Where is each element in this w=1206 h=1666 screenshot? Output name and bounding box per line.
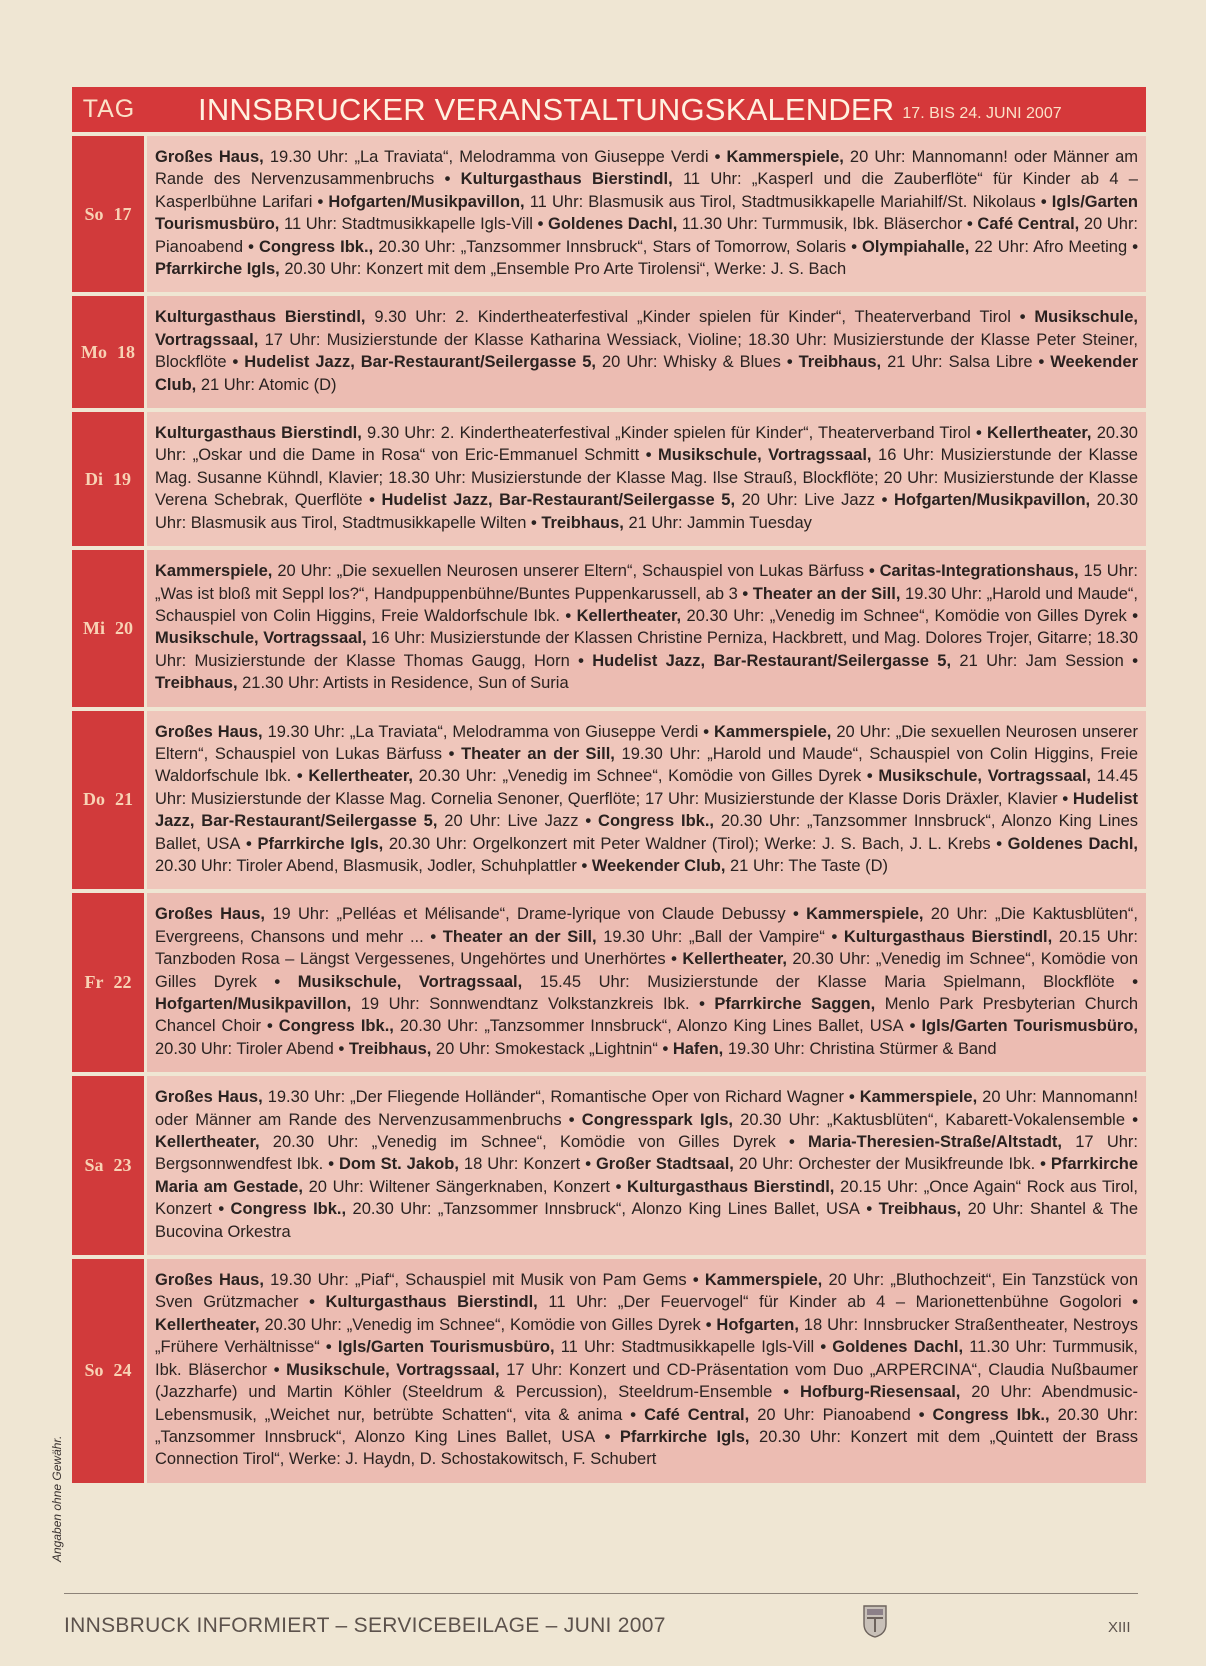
event-details: 21 Uhr: Jammin Tuesday [623,513,812,532]
event-venue: Musikschule, Vortragssaal, [878,767,1092,786]
bullet-separator: • [700,1315,717,1334]
bullet-separator: • [846,237,863,256]
event-details: 20 Uhr: „Die sexuellen Neurosen unserer Eltern“, Schauspiel von Lukas Bärfuss [155,722,1138,763]
event-details: 20 Uhr: Whisky & Blues [596,353,781,372]
event-venue: Treibhaus, [155,674,238,693]
bullet-separator: • [423,927,443,946]
bullet-separator: • [903,1017,922,1036]
tag-label: TAG [82,95,136,123]
footer-text: INNSBRUCK INFORMIERT – SERVICEBEILAGE – JUNI 2007 [64,1614,666,1637]
day-name: So [84,203,104,224]
day-events [147,136,1146,292]
event-details: 19.30 Uhr: „Der Fliegende Holländer“, Romantische Oper von Richard Wagner [262,1088,844,1107]
bullet-separator: • [362,491,382,510]
event-venue: Weekender Club, [591,856,726,875]
day-events [147,893,1146,1072]
disclaimer-note: Angaben ohne Gewähr. [50,1435,64,1562]
bullet-separator: • [1035,192,1052,211]
event-venue: Kellertheater, [682,950,787,969]
day-row [72,889,1146,1072]
bullet-separator: • [580,1155,596,1174]
bullet-separator: • [1121,1293,1138,1312]
day-name: Fr [84,972,104,993]
bullet-separator: • [569,651,593,670]
event-venue: Hudelist Jazz, Bar-Restaurant/Seilergasse 5, [244,353,597,372]
event-details: 20 Uhr: „Die Kaktusblüten“, Evergreens, Chansons und mehr ... [155,905,1138,946]
day-row [72,1072,1146,1255]
day-row [72,132,1146,292]
event-details: 19.30 Uhr: „Harold und Maude“, Schauspiel von Colin Higgins, Freie Waldorfschule Ibk. [155,584,1138,625]
bullet-separator: • [708,148,727,166]
bullet-separator: • [665,950,683,969]
bullet-separator: • [595,1427,620,1446]
event-venue: Kulturgasthaus Bierstindl, [460,170,673,189]
day-number: 24 [113,1360,132,1381]
event-venue: Café Central, [977,215,1080,234]
bullet-separator: • [211,1200,231,1219]
day-label [72,550,147,706]
event-venue: Großes Haus, [155,148,264,166]
bullet-separator: • [442,744,462,763]
event-details: 20 Uhr: „Die sexuellen Neurosen unserer Eltern“, Schauspiel von Lukas Bärfuss [272,562,865,581]
day-number: 22 [113,972,132,993]
bullet-separator: • [824,927,844,946]
event-details: Menlo Park Presbyterian Church Chancel Choir [155,995,1138,1036]
day-name: Sa [84,1155,104,1176]
day-rows [72,132,1146,1483]
event-details: 20.30 Uhr: „Venedig im Schnee“, Komödie von Gilles Dyrek [259,1133,776,1152]
day-name: Do [83,789,105,810]
event-venue: Igls/Garten Tourismusbüro, [921,1017,1138,1036]
event-details: 21 Uhr: Jam Session [951,651,1124,670]
event-venue: Weekender Club, [155,353,1138,394]
event-details: 11.30 Uhr: Turmmusik, Ibk. Bläserchor [677,215,963,234]
bullet-separator: • [910,1405,933,1424]
bullet-separator: • [319,1338,338,1357]
event-venue: Großes Haus, [155,905,266,924]
event-venue: Hudelist Jazz, Bar-Restaurant/Seilergasse 5, [155,789,1138,831]
event-venue: Goldenes Dachl, [832,1338,964,1357]
event-venue: Igls/Garten Tourismusbüro, [337,1338,555,1357]
event-venue: Theater an der Sill, [461,744,615,763]
event-details: 19.30 Uhr: „La Traviata“, Melodramma von Giuseppe Verdi [263,148,709,166]
day-row [72,1255,1146,1483]
event-venue: Hudelist Jazz, Bar-Restaurant/Seilergasse 5, [381,491,736,510]
bullet-separator: • [298,1293,326,1312]
event-details: 11 Uhr: „Der Feuervogel“ für Kinder ab 4 – Marionettenbühne Gogolori [537,1293,1122,1312]
bullet-separator: • [267,1360,287,1379]
bullet-separator: • [639,446,659,465]
event-details: 17 Uhr: Bergsonnwendfest Ibk. [155,1133,1138,1174]
event-details: 15 Uhr: „Was ist bloß mit Seppl los?“, Handpuppenbühne/Buntes Puppenkarussell, ab 3 [155,562,1138,603]
bullet-separator: • [526,513,542,532]
bullet-separator: • [698,722,714,741]
event-venue: Maria-Theresien-Straße/Altstadt, [808,1133,1062,1152]
event-details: 20.30 Uhr: „Venedig im Schnee“, Komödie von Gilles Dyrek [681,606,1127,625]
event-details: 20.30 Uhr: „Tanzsommer Innsbruck“, Stars of Tomorrow, Solaris [373,237,847,256]
event-details: 20 Uhr: Wiltener Sängerknaben, Konzert [302,1177,610,1196]
event-venue: Musikschule, Vortragssaal, [658,446,872,465]
event-venue: Hofgarten, [716,1315,799,1334]
day-name: Di [85,468,103,489]
event-details: 20 Uhr: Shantel & The Bucovina Orkestra [155,1200,1138,1241]
bullet-separator: • [990,834,1008,853]
event-details: 20.30 Uhr: „Tanzsommer Innsbruck“, Alonzo King Lines Ballet, USA [393,1017,904,1036]
bullet-separator: • [775,1133,809,1152]
bullet-separator: • [843,1088,860,1107]
bullet-separator: • [962,215,978,234]
event-details: 21.30 Uhr: Artists in Residence, Sun of Suria [237,674,569,693]
calendar-header [72,87,1146,132]
event-venue: Kellertheater, [308,767,413,786]
day-number: 20 [115,617,133,638]
event-calendar [72,87,1146,1483]
event-details: 18 Uhr: Konzert [458,1155,581,1174]
event-venue: Congress Ibk., [278,1017,394,1036]
bullet-separator: • [226,353,245,372]
event-details: 21 Uhr: Salsa Libre [881,353,1033,372]
event-venue: Musikschule, Vortragssaal, [297,972,523,991]
event-details: 20.30 Uhr: „Oskar und die Dame in Rosa“ von Eric-Emmanuel Schmitt [155,424,1138,465]
bullet-separator: • [323,1155,339,1174]
calendar-title: INNSBRUCKER VERANSTALTUNGSKALENDER [198,91,895,127]
event-venue: Großes Haus, [155,1271,264,1290]
day-row [72,408,1146,546]
day-events [147,711,1146,890]
bullet-separator: • [1032,353,1051,372]
event-venue: Pfarrkirche Igls, [155,260,280,279]
bullet-separator: • [333,1039,349,1058]
event-venue: Caritas-Integrationshaus, [879,562,1079,581]
event-venue: Musikschule, Vortragssaal, [155,308,1138,349]
bullet-separator: • [532,215,548,234]
event-venue: Congress Ibk., [932,1405,1050,1424]
event-venue: Pfarrkirche Igls, [257,834,384,853]
event-details: 20.30 Uhr: „Venedig im Schnee“, Komödie von Gilles Dyrek [155,950,1138,991]
event-venue: Großes Haus, [155,722,263,741]
event-venue: Goldenes Dachl, [547,215,678,234]
day-label [72,711,147,890]
bullet-separator: • [622,1405,645,1424]
bullet-separator: • [243,237,259,256]
bullet-separator: • [785,905,807,924]
event-venue: Congress Ibk., [258,237,374,256]
event-details: 20.30 Uhr: „Kaktusblüten“, Kabarett-Vokalensemble [732,1110,1126,1129]
bullet-separator: • [240,834,258,853]
event-venue: Congress Ibk., [598,812,715,831]
bullet-separator: • [737,584,753,603]
event-venue: Kammerspiele, [859,1088,978,1107]
bullet-separator: • [260,1017,279,1036]
event-venue: Igls/Garten Tourismusbüro, [155,192,1138,234]
event-details: 21 Uhr: Atomic (D) [196,375,337,394]
bullet-separator: • [576,856,592,875]
day-name: Mi [83,617,105,638]
event-details: 20.30 Uhr: „Venedig im Schnee“, Komödie von Gilles Dyrek [259,1315,701,1334]
event-venue: Kammerspiele, [726,148,844,166]
event-details: 18 Uhr: Innsbrucker Straßentheater, Nestroys „Frühere Verhältnisse“ [155,1315,1138,1357]
bullet-separator: • [689,995,715,1013]
day-name: So [84,1360,104,1381]
event-details: 20.30 Uhr: Orgelkonzert mit Peter Waldner (Tirol); Werke: J. S. Bach, J. L. Krebs [383,834,991,853]
event-venue: Congresspark Igls, [581,1110,733,1129]
day-label [72,296,147,408]
bullet-separator: • [1114,972,1138,991]
event-details: 19.30 Uhr: „Ball der Vampire“ [596,927,825,946]
bullet-separator: • [861,767,879,786]
event-venue: Musikschule, Vortragssaal, [155,629,367,648]
event-details: 19.30 Uhr: „Piaf“, Schauspiel mit Musik von Pam Gems [263,1271,687,1290]
bullet-separator: • [434,170,461,189]
event-venue: Großer Stadtsaal, [595,1155,734,1174]
event-venue: Kammerspiele, [713,722,832,741]
bullet-separator: • [1123,651,1138,670]
city-crest-icon [862,1604,888,1638]
day-number: 18 [117,341,135,362]
event-venue: Treibhaus, [541,513,624,532]
event-details: 17 Uhr: Musizierstunde der Klasse Katharina Wessiack, Violine; 18.30 Uhr: Musizierstunde der Klasse Peter Steiner, Blockflöte [155,330,1138,372]
event-venue: Hafen, [672,1039,724,1058]
event-venue: Kammerspiele, [806,905,924,924]
event-venue: Hofgarten/Musikpavillon, [328,192,525,211]
event-details: 20 Uhr: Pianoabend [155,215,1139,256]
bullet-separator: • [657,1039,673,1058]
page-number: XIII [1108,1619,1131,1636]
event-details: 20.30 Uhr: Konzert mit dem „Quintett der Brass Connection Tirol“, Werke: J. Haydn, D. Schostakowitsch, F. Schubert [155,1427,1138,1469]
event-details: 20 Uhr: Mannomann! oder Männer am Rande des Nervenzusammenbruchs [155,1088,1138,1129]
bullet-separator: • [1057,789,1073,808]
day-label [72,412,147,546]
day-name: Mo [81,341,107,362]
event-details: 20 Uhr: Orchester der Musikfreunde Ibk. [733,1155,1036,1174]
event-details: 20 Uhr: Live Jazz [735,491,876,510]
bullet-separator: • [312,192,329,211]
event-venue: Kulturgasthaus Bierstindl, [155,424,362,443]
event-details: 20 Uhr: Mannomann! oder Männer am Rande des Nervenzusammenbruchs [155,148,1138,189]
event-venue: Kellertheater, [576,606,682,625]
event-venue: Treibhaus, [798,353,882,372]
event-details: 20 Uhr: Abendmusic-Lebensmusik, „Weichet nur, betrübte Schatten“, vita & anima [155,1383,1138,1424]
day-row [72,546,1146,706]
event-details: 11.30 Uhr: Turmmusik, Ibk. Bläserchor [155,1338,1138,1379]
day-number: 23 [113,1155,132,1176]
event-venue: Musikschule, Vortragssaal, [286,1360,500,1379]
footer-divider [64,1593,1138,1594]
event-venue: Hofgarten/Musikpavillon, [155,995,352,1013]
event-venue: Treibhaus, [878,1200,962,1219]
event-details: 19 Uhr: Sonnwendtanz Volkstanzkreis Ibk. [351,995,690,1013]
day-label [72,1076,147,1255]
day-number: 19 [113,468,131,489]
event-details: 20 Uhr: Smokestack „Lightnin“ [431,1039,658,1058]
event-venue: Kellertheater, [155,1315,260,1334]
bullet-separator: • [686,1271,705,1290]
event-details: 20.30 Uhr: Blasmusik aus Tirol, Stadtmusikkapelle Wilten [155,491,1138,532]
bullet-separator: • [1035,1155,1051,1174]
event-venue: Treibhaus, [348,1039,432,1058]
event-details: 14.45 Uhr: Musizierstunde der Klasse Mag. Cornelia Senoner, Querflöte; 17 Uhr: Musizierstunde der Klasse Doris Dräxler, Klavier [155,767,1139,808]
bullet-separator: • [561,1110,582,1129]
bullet-separator: • [578,812,599,831]
bullet-separator: • [864,562,880,581]
event-venue: Hofgarten/Musikpavillon, [893,491,1091,510]
event-details: 15.45 Uhr: Musizierstunde der Klasse Maria Spielmann, Blockflöte [522,972,1115,991]
event-details: 20 Uhr: Live Jazz [437,812,579,831]
event-details: 11 Uhr: Blasmusik aus Tirol, Stadtmusikkapelle Mariahilf/St. Nikolaus [524,192,1036,211]
day-events [147,412,1146,546]
event-venue: Kulturgasthaus Bierstindl, [627,1177,835,1196]
event-details: 20.30 Uhr: „Tanzsommer Innsbruck“, Alonzo King Lines Ballet, USA [346,1200,860,1219]
event-details: 19.30 Uhr: „La Traviata“, Melodramma von Giuseppe Verdi [262,722,699,741]
day-events [147,550,1146,706]
day-events [147,1259,1146,1483]
event-venue: Theater an der Sill, [442,927,597,946]
event-venue: Großes Haus, [155,1088,263,1107]
day-events [147,296,1146,408]
day-label [72,136,147,292]
event-venue: Kammerspiele, [704,1271,823,1290]
event-venue: Kammerspiele, [155,562,273,581]
event-details: 9.30 Uhr: 2. Kindertheaterfestival „Kinder spielen für Kinder“, Theaterverband Tirol [365,308,1011,327]
event-details: 21 Uhr: The Taste (D) [725,856,889,875]
event-details: 9.30 Uhr: 2. Kindertheaterfestival „Kinder spielen für Kinder“, Theaterverband Tirol [361,424,971,443]
event-details: 11 Uhr: „Kasperl und die Zauberflöte“ für Kinder ab 4 – Kasperlbühne Larifari [155,170,1138,211]
bullet-separator: • [1126,606,1138,625]
event-venue: Kulturgasthaus Bierstindl, [325,1293,538,1312]
event-details: 16 Uhr: Musizierstunde der Klasse Mag. Susanne Kühndl, Klavier; 18.30 Uhr: Musizierstunde der Klasse Mag. Ilse Strauß, Blockflöte; 20 Uhr: Musizierstunde der Klasse Verena Schebrak, Querflöte [155,446,1138,510]
day-label [72,1259,147,1483]
event-details: 22 Uhr: Afro Meeting [969,237,1128,256]
bullet-separator: • [814,1338,833,1357]
event-details: 20.15 Uhr: „Once Again“ Rock aus Tirol, Konzert [155,1177,1138,1219]
event-venue: Kellertheater, [986,424,1092,443]
event-details: 20.30 Uhr: Tiroler Abend [155,1039,334,1058]
event-details: 11 Uhr: Stadtmusikkapelle Igls-Vill [279,215,533,234]
day-label [72,893,147,1072]
event-venue: Theater an der Sill, [752,584,901,603]
event-venue: Kellertheater, [155,1133,260,1152]
bullet-separator: • [772,1383,800,1402]
bullet-separator: • [1125,1110,1139,1129]
day-number: 17 [113,203,132,224]
bullet-separator: • [609,1177,628,1196]
event-details: 20.30 Uhr: „Venedig im Schnee“, Komödie von Gilles Dyrek [412,767,862,786]
event-details: 11 Uhr: Stadtmusikkapelle Igls-Vill [554,1338,815,1357]
bullet-separator: • [780,353,799,372]
bullet-separator: • [1010,308,1035,327]
event-venue: Hudelist Jazz, Bar-Restaurant/Seilergasse 5, [592,651,952,670]
bullet-separator: • [875,491,894,510]
event-details: 16 Uhr: Musizierstunde der Klassen Christine Perniza, Hackbrett, und Mag. Dolores Trojer, Gitarre; 18.30 Uhr: Musizierstunde der Klasse Thomas Gaugg, Horn [155,629,1138,670]
event-venue: Goldenes Dachl, [1007,834,1138,853]
event-details: 19.30 Uhr: Christina Stürmer & Band [723,1039,997,1058]
bullet-separator: • [859,1200,879,1219]
bullet-separator: • [256,972,298,991]
event-details: 19.30 Uhr: „Harold und Maude“, Schauspiel von Colin Higgins, Freie Waldorfschule Ibk. [155,744,1139,786]
event-venue: Hofburg-Riesensaal, [799,1383,961,1402]
day-row [72,707,1146,890]
event-venue: Café Central, [644,1405,750,1424]
event-details: 20 Uhr: Pianoabend [749,1405,911,1424]
event-details: 20.15 Uhr: Tanzboden Rosa – Längst Vergessenes, Ungehörtes und Unerhörtes [155,927,1138,969]
event-details: 17 Uhr: Konzert und CD-Präsentation vom Duo „ARPERCINA“, Claudia Nußbaumer (Jazzharfe) und Martin Köhler (Steeldrum & Percussion), Steeldrum-Ensemble [155,1360,1138,1402]
event-venue: Kulturgasthaus Bierstindl, [843,927,1053,946]
event-venue: Kulturgasthaus Bierstindl, [155,308,366,327]
event-details: 20.30 Uhr: „Tanzsommer Innsbruck“, Alonzo King Lines Ballet, USA [155,1405,1139,1446]
bullet-separator: • [560,606,577,625]
event-details: 20.30 Uhr: „Tanzsommer Innsbruck“, Alonzo King Lines Ballet, USA [155,812,1138,853]
event-venue: Olympiahalle, [862,237,970,256]
day-number: 21 [115,789,133,810]
event-venue: Dom St. Jakob, [338,1155,459,1174]
event-details: 19 Uhr: „Pelléas et Mélisande“, Drame-lyrique von Claude Debussy [265,905,786,924]
date-range: 17. BIS 24. JUNI 2007 [902,104,1062,122]
bullet-separator: • [970,424,987,443]
event-venue: Pfarrkirche Igls, [619,1427,750,1446]
event-venue: Pfarrkirche Saggen, [714,995,876,1013]
bullet-separator: • [291,767,309,786]
event-details: 20.30 Uhr: Konzert mit dem „Ensemble Pro Arte Tirolensi“, Werke: J. S. Bach [279,260,847,279]
bullet-separator: • [1127,237,1138,256]
event-venue: Congress Ibk., [230,1200,347,1219]
event-details: 20.30 Uhr: Tiroler Abend, Blasmusik, Jodler, Schuhplattler [155,856,577,875]
day-row [72,292,1146,408]
event-details: 20 Uhr: „Bluthochzeit“, Ein Tanzstück von Sven Grützmacher [155,1271,1138,1312]
day-events [147,1076,1146,1255]
event-venue: Pfarrkirche Maria am Gestade, [155,1155,1139,1196]
